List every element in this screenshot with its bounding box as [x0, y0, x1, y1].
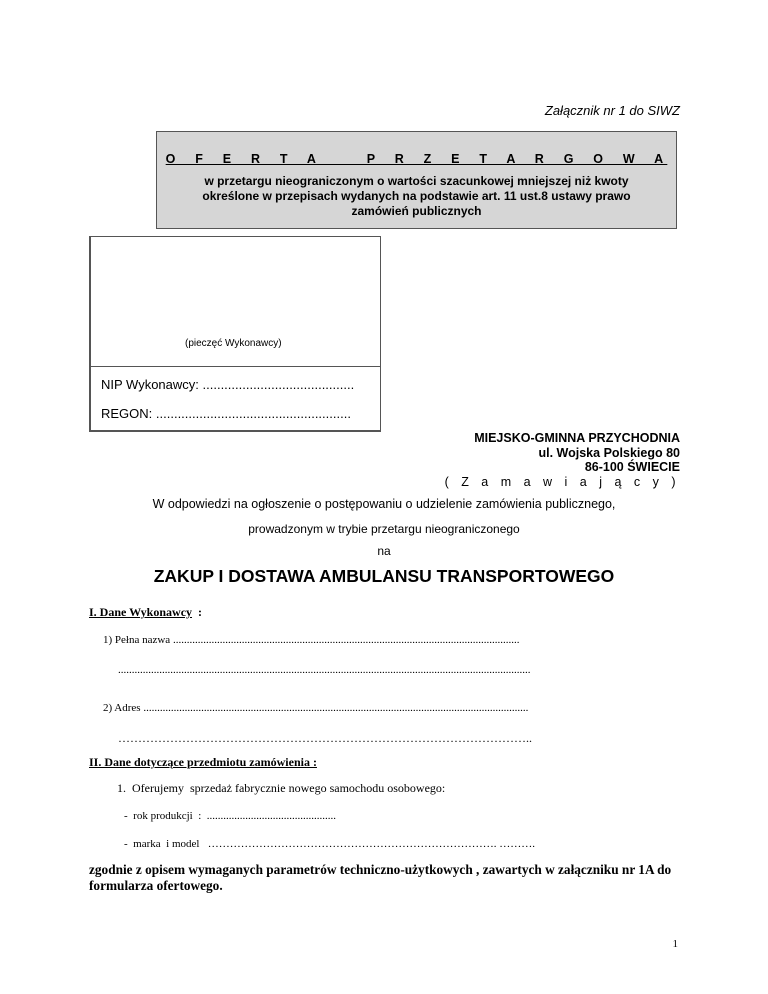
offer-statement: 1. Oferujemy sprzedaż fabrycznie nowego samochodu osobowego: [117, 781, 446, 795]
stamp-divider [91, 366, 380, 367]
regon-field[interactable]: REGON: ...................................................... [101, 406, 351, 421]
offer-description: w przetargu nieograniczonym o wartości szacunkowej mniejszej niż kwoty określone w przepisach wydanych na podstawie art. 11 ust.8 ustawy prawo zamówień publicznych [202, 174, 631, 218]
buyer-role: ( Z a m a w i a j ą c y ) [444, 474, 680, 489]
intro-line-3: na [377, 544, 391, 558]
section-1-title: I. Dane Wykonawcy [89, 605, 193, 619]
order-subject: ZAKUP I DOSTAWA AMBULANSU TRANSPORTOWEGO [153, 566, 615, 586]
nip-field[interactable]: NIP Wykonawcy: .......................................... [101, 377, 355, 392]
offer-title-box [156, 131, 677, 229]
offer-title: O F E R T A P R Z E T A R G O W A [165, 152, 668, 166]
full-name-field[interactable]: 1) Pełna nazwa .............................................................................................................................. [103, 634, 520, 646]
section-1-heading [89, 605, 202, 620]
annex-label: Załącznik nr 1 do SIWZ [544, 103, 680, 118]
brand-model-field[interactable]: - marka i model ……………………………………………………………………. ………. [124, 838, 535, 850]
production-year-field[interactable]: - rok produkcji : ............................................... [124, 810, 337, 822]
address-continuation[interactable]: ………………………………………………………………………………………….. [118, 731, 532, 745]
buyer-street: ul. Wojska Polskiego 80 [538, 445, 680, 460]
contractor-stamp-box [89, 236, 381, 432]
intro-line-1: W odpowiedzi na ogłoszenie o postępowaniu o udzielenie zamówienia publicznego, [152, 497, 616, 511]
buyer-address [445, 431, 680, 489]
section-1-colon: : [192, 605, 203, 619]
page-number: 1 [672, 938, 678, 950]
buyer-name: MIEJSKO-GMINNA PRZYCHODNIA [474, 431, 680, 445]
stamp-label: (pieczęć Wykonawcy) [185, 338, 282, 349]
conformity-statement: zgodnie z opisem wymaganych parametrów techniczno-użytkowych , zawartych w załączniku nr 1A do formularza ofertowego. [89, 862, 672, 893]
address-field[interactable]: 2) Adres ............................................................................................................................................ [103, 702, 529, 714]
full-name-continuation[interactable]: ...................................................................................................................................................... [118, 664, 531, 676]
section-2-heading: II. Dane dotyczące przedmiotu zamówienia : [89, 755, 317, 769]
buyer-city: 86-100 ŚWIECIE [584, 460, 680, 474]
intro-line-2: prowadzonym w trybie przetargu nieograniczonego [248, 522, 520, 536]
